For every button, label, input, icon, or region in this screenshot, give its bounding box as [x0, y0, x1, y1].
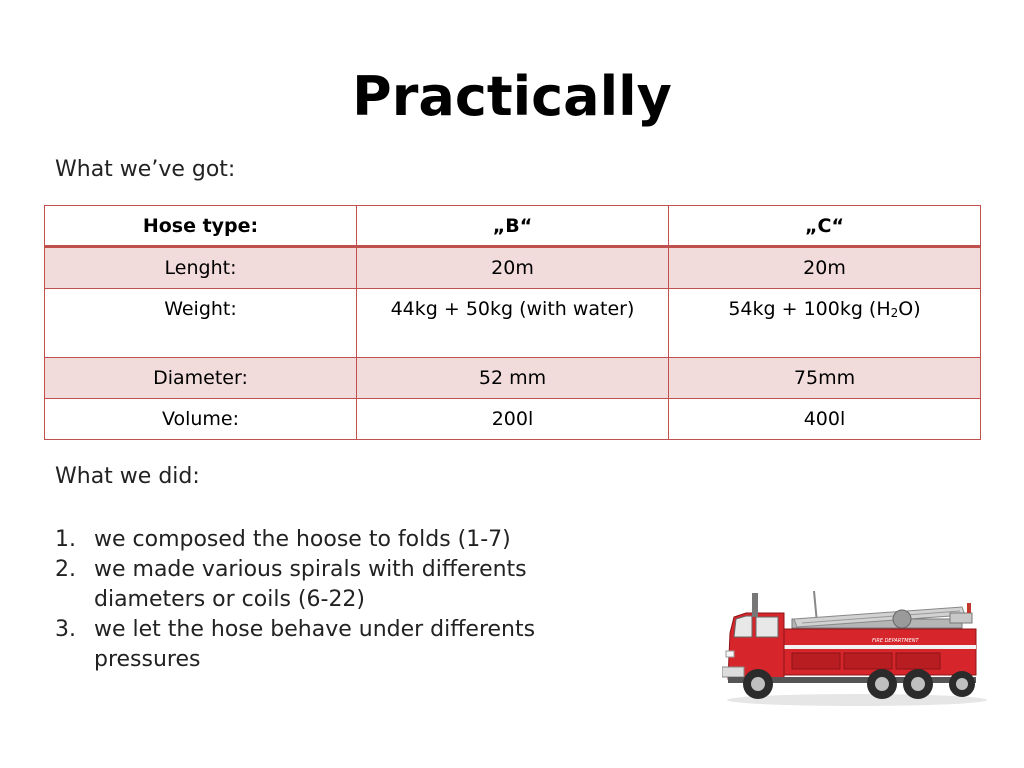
list-text: we composed the hoose to folds (1-7) [94, 527, 511, 552]
steps-list [55, 525, 615, 675]
ladder-icon [792, 591, 972, 628]
table-row [45, 289, 981, 358]
header-b: „B“ [357, 206, 669, 247]
row-label: Diameter: [45, 358, 357, 399]
truck-label: FIRE DEPARTMENT [872, 638, 919, 644]
cell-c: 400l [669, 399, 981, 440]
row-label: Volume: [45, 399, 357, 440]
cell-b: 44kg + 50kg (with water) [357, 289, 669, 358]
row-label: Lenght: [45, 247, 357, 289]
list-number: 3. [55, 617, 76, 642]
slide-title: Practically [352, 65, 672, 128]
fire-truck-image [722, 583, 992, 708]
list-text: we let the hose behave under differents pressures [94, 617, 536, 672]
table-header-row [45, 206, 981, 247]
intro-text: What we’ve got: [55, 157, 236, 182]
list-text: we made various spirals with differents diameters or coils (6-22) [94, 557, 527, 612]
header-hose-type: Hose type: [45, 206, 357, 247]
cell-c: 20m [669, 247, 981, 289]
cell-c [669, 289, 981, 358]
list-item [55, 525, 615, 555]
list-item [55, 615, 615, 675]
cell-b: 52 mm [357, 358, 669, 399]
cell-b: 200l [357, 399, 669, 440]
list-item [55, 555, 615, 615]
list-number: 2. [55, 557, 76, 582]
cell-c-prefix: 54kg + 100kg (H [728, 298, 891, 320]
table-row [45, 247, 981, 289]
table-row [45, 399, 981, 440]
row-label: Weight: [45, 289, 357, 358]
cell-c: 75mm [669, 358, 981, 399]
did-heading: What we did: [55, 464, 200, 489]
hose-table [44, 205, 981, 440]
table-row [45, 358, 981, 399]
cell-c-suffix: O) [898, 298, 921, 320]
cell-b: 20m [357, 247, 669, 289]
list-number: 1. [55, 527, 76, 552]
cell-c-subscript: 2 [890, 306, 899, 320]
header-c: „C“ [669, 206, 981, 247]
